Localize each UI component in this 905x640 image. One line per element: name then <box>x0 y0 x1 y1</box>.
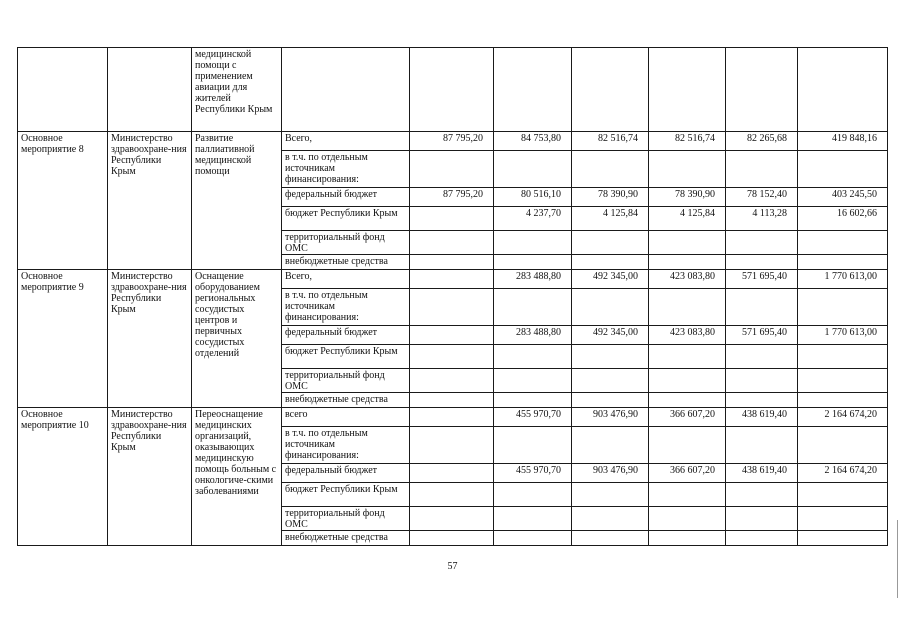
cell-amount <box>494 531 572 546</box>
cell-amount: 403 245,50 <box>798 188 888 207</box>
cell-amount <box>649 255 726 270</box>
cell-funding-source: территориальный фонд ОМС <box>282 231 410 255</box>
cell-event: Оснащение оборудованием региональных сосудистых центров и первичных сосудистых отделений <box>192 270 282 408</box>
cell-amount <box>649 507 726 531</box>
cell-amount: 87 795,20 <box>410 132 494 151</box>
table-body <box>18 48 888 546</box>
cell-amount <box>572 289 649 326</box>
cell-amount: 492 345,00 <box>572 270 649 289</box>
cell-amount: 78 152,40 <box>726 188 798 207</box>
cell-amount <box>726 531 798 546</box>
cell-funding-source: федеральный бюджет <box>282 464 410 483</box>
cell-amount: 455 970,70 <box>494 464 572 483</box>
cell-amount <box>494 393 572 408</box>
cell-funding-source: внебюджетные средства <box>282 255 410 270</box>
cell-amount: 366 607,20 <box>649 464 726 483</box>
table-row <box>18 48 888 132</box>
cell-amount: 571 695,40 <box>726 270 798 289</box>
cell-amount <box>798 369 888 393</box>
cell-funding-source: внебюджетные средства <box>282 393 410 408</box>
financing-table <box>17 47 888 546</box>
cell-amount <box>572 369 649 393</box>
cell-amount <box>494 345 572 369</box>
table-row <box>18 408 888 427</box>
cell-amount <box>410 483 494 507</box>
cell-funding-source: бюджет Республики Крым <box>282 345 410 369</box>
cell-amount: 82 516,74 <box>649 132 726 151</box>
cell-amount <box>494 231 572 255</box>
cell-funding-source: бюджет Республики Крым <box>282 483 410 507</box>
cell-funding-source: Всего, <box>282 270 410 289</box>
cell-amount <box>410 255 494 270</box>
cell-amount: 4 125,84 <box>572 207 649 231</box>
cell-amount <box>798 393 888 408</box>
cell-amount <box>572 393 649 408</box>
cell-amount <box>726 231 798 255</box>
cell-amount: 283 488,80 <box>494 270 572 289</box>
cell-amount: 2 164 674,20 <box>798 464 888 483</box>
cell-amount: 283 488,80 <box>494 326 572 345</box>
cell <box>572 48 649 132</box>
cell-amount: 492 345,00 <box>572 326 649 345</box>
cell-amount <box>649 427 726 464</box>
cell <box>282 48 410 132</box>
cell-amount: 438 619,40 <box>726 408 798 427</box>
cell-funding-source: внебюджетные средства <box>282 531 410 546</box>
cell-amount <box>410 326 494 345</box>
cell <box>649 48 726 132</box>
cell-amount: 438 619,40 <box>726 464 798 483</box>
cell-amount: 423 083,80 <box>649 326 726 345</box>
cell-amount <box>798 255 888 270</box>
cell-amount: 82 516,74 <box>572 132 649 151</box>
cell-amount: 571 695,40 <box>726 326 798 345</box>
cell-amount <box>726 289 798 326</box>
cell-funding-source: федеральный бюджет <box>282 326 410 345</box>
cell-amount: 82 265,68 <box>726 132 798 151</box>
cell <box>726 48 798 132</box>
cell-amount: 1 770 613,00 <box>798 326 888 345</box>
cell-amount <box>410 507 494 531</box>
cell <box>108 48 192 132</box>
cell-amount <box>494 369 572 393</box>
cell-amount <box>572 427 649 464</box>
cell-executor: Министерство здравоохране-ния Республики Крым <box>108 270 192 408</box>
cell <box>494 48 572 132</box>
cell-amount <box>572 255 649 270</box>
cell-amount <box>494 427 572 464</box>
table-row <box>18 270 888 289</box>
table-row <box>18 132 888 151</box>
cell-amount <box>798 151 888 188</box>
cell-amount <box>649 231 726 255</box>
cell-amount: 4 113,28 <box>726 207 798 231</box>
cell-amount <box>410 464 494 483</box>
cell-amount <box>410 531 494 546</box>
cell-amount: 80 516,10 <box>494 188 572 207</box>
cell-amount <box>726 427 798 464</box>
cell-amount <box>726 255 798 270</box>
cell-amount <box>410 231 494 255</box>
cell-measure-name: Основное мероприятие 8 <box>18 132 108 270</box>
cell-amount: 78 390,90 <box>649 188 726 207</box>
cell <box>798 48 888 132</box>
cell-amount <box>572 345 649 369</box>
cell-amount <box>410 207 494 231</box>
cell-amount <box>649 531 726 546</box>
cell-amount <box>494 151 572 188</box>
cell-event-continuation: медицинской помощи с применением авиации для жителей Республики Крым <box>192 48 282 132</box>
cell-amount <box>494 255 572 270</box>
cell-amount: 78 390,90 <box>572 188 649 207</box>
cell-amount <box>798 427 888 464</box>
cell <box>18 48 108 132</box>
cell-amount: 84 753,80 <box>494 132 572 151</box>
cell-amount: 4 237,70 <box>494 207 572 231</box>
cell-amount <box>798 531 888 546</box>
cell-amount <box>494 483 572 507</box>
cell-executor: Министерство здравоохране-ния Республики Крым <box>108 132 192 270</box>
cell-amount <box>572 483 649 507</box>
cell-amount <box>649 151 726 188</box>
cell-amount <box>494 507 572 531</box>
cell-funding-source: бюджет Республики Крым <box>282 207 410 231</box>
cell-amount <box>726 393 798 408</box>
cell-amount <box>410 345 494 369</box>
cell-funding-source: в т.ч. по отдельным источникам финансирования: <box>282 427 410 464</box>
cell-amount: 423 083,80 <box>649 270 726 289</box>
cell-amount <box>572 151 649 188</box>
cell-amount <box>410 427 494 464</box>
cell-funding-source: федеральный бюджет <box>282 188 410 207</box>
cell-amount <box>410 369 494 393</box>
cell-amount <box>798 289 888 326</box>
cell-amount <box>798 483 888 507</box>
cell-amount <box>572 531 649 546</box>
cell-event: Развитие паллиативной медицинской помощи <box>192 132 282 270</box>
cell-amount: 419 848,16 <box>798 132 888 151</box>
cell-executor: Министерство здравоохране-ния Республики Крым <box>108 408 192 546</box>
cell-amount: 1 770 613,00 <box>798 270 888 289</box>
cell-amount <box>798 345 888 369</box>
cell-amount <box>410 393 494 408</box>
cell-funding-source: территориальный фонд ОМС <box>282 369 410 393</box>
cell-amount <box>726 483 798 507</box>
page-number: 57 <box>447 561 458 572</box>
cell-amount <box>410 289 494 326</box>
cell-amount: 903 476,90 <box>572 408 649 427</box>
cell-amount <box>726 345 798 369</box>
cell <box>410 48 494 132</box>
cell-amount <box>572 507 649 531</box>
cell-amount <box>649 393 726 408</box>
cell-amount <box>726 369 798 393</box>
cell-measure-name: Основное мероприятие 9 <box>18 270 108 408</box>
scan-edge-line <box>897 520 898 598</box>
cell-amount: 455 970,70 <box>494 408 572 427</box>
cell-amount <box>649 369 726 393</box>
cell-amount <box>798 507 888 531</box>
cell-funding-source: всего <box>282 408 410 427</box>
cell-amount <box>798 231 888 255</box>
cell-amount: 2 164 674,20 <box>798 408 888 427</box>
cell-amount <box>649 289 726 326</box>
cell-amount <box>649 345 726 369</box>
cell-amount: 87 795,20 <box>410 188 494 207</box>
cell-funding-source: Всего, <box>282 132 410 151</box>
cell-funding-source: в т.ч. по отдельным источникам финансирования: <box>282 151 410 188</box>
cell-amount: 16 602,66 <box>798 207 888 231</box>
cell-amount <box>649 483 726 507</box>
cell-amount: 903 476,90 <box>572 464 649 483</box>
cell-amount: 4 125,84 <box>649 207 726 231</box>
cell-amount <box>726 151 798 188</box>
cell-amount <box>572 231 649 255</box>
cell-funding-source: территориальный фонд ОМС <box>282 507 410 531</box>
cell-amount <box>494 289 572 326</box>
cell-measure-name: Основное мероприятие 10 <box>18 408 108 546</box>
cell-amount <box>410 270 494 289</box>
cell-amount <box>410 408 494 427</box>
cell-funding-source: в т.ч. по отдельным источникам финансирования: <box>282 289 410 326</box>
cell-amount: 366 607,20 <box>649 408 726 427</box>
cell-event: Переоснащение медицинских организаций, оказывающих медицинскую помощь больным с онкологиче-скими заболеваниями <box>192 408 282 546</box>
cell-amount <box>726 507 798 531</box>
cell-amount <box>410 151 494 188</box>
